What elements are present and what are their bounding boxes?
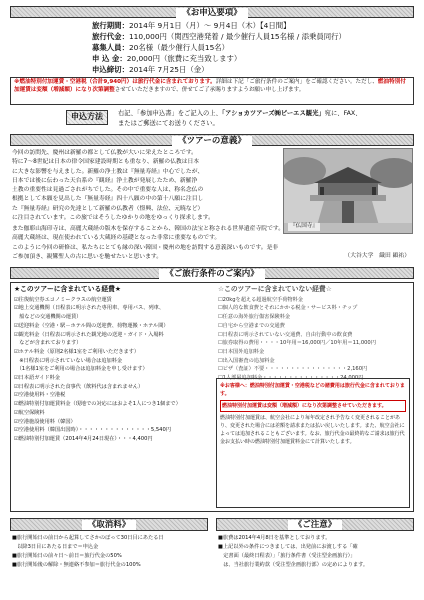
fuel-surcharge-detail: ※お客様へ：燃油特別付加運賃・空港税などの諸費用は旅行代金に含まれております。 燃油特別付加運賃は変額（増減額）になり次第調整させていただきます。 燃油特別付加運賃は、航空会社により毎年改定され予告なく変更されることがあり、変更された場合には差額を請求または払い戻しいたします。また、航空会社によっては追加されることもございます。なお、旅行代金の最終的なご請求は旅行代金お支払い時の燃油特別付加運賃料金にて計算いたします。 [216,378,410,508]
conditions-title: 《ご旅行条件のご案内》 [159,269,265,279]
photo-caption: 『仏国寺』 [290,223,318,230]
application-title-bar [10,6,414,18]
included-costs-heading: ★このツアーに含まれている経費★ [14,285,122,293]
bulguksa-temple-photo [283,148,413,234]
cancellation-title-bar [10,518,208,531]
significance-author: （大谷大学 織田 顕祐） [344,253,410,259]
temple-image [284,149,412,233]
included-costs: ★このツアーに含まれている経費★ ☑往復航空券エコノミークラスの航空運賃 ☑地上交通機関（日程表に明示された専用車、専用バス、列車、 船などの交通機関の運賃） ☑送迎料金（空港・駅－ホテル間の送迎費、荷物運搬・ホテル間） ☑観光料金（日程表に明示された観光地の送迎・ガイド・入場料 などが含まれております） ☑ホテル料金（原則2名様1室をご利用いただきます） ※日程表に明示されていない場合は追加料金 （1名様1室をご利用の場合は追加料金を申し受けます） ☑日本語ガイド料金 ☑日程表に明示された食事代（飲料代は含まれません） ☑空港使用料・空港税 ☑燃油特別付加運賃料金（現地での対応にはおよそ1人につき1個まで） ☑航空保険料 ☑空港施設使用料（韓国） ☑空港使用料（韓国出国時）・・・・・・・・・・・・・・5,540円 ☑燃油特別付加運賃（2014年4月24日現在）・・・4,400円 [14,285,212,444]
cancellation-title: 《取消料》 [82,520,137,530]
capacity-row: 募集人員：20名様（最少催行人員15名） [92,43,230,52]
significance-body-bottom: また伽耶山海印寺は、高麗大蔵経の版木を保存することから、韓国の法宝と称される世界遺産寺院です。 高麗大蔵経は、現在使われている大蔵経の基礎となった非常に重要なものです。 このように今回の研修は、私たちにとても縁の深い韓国・慶州の地を訪問する意義深いものです。是非 ご参加頂き、親鸞聖人の古に思いを馳せたいと思います。 [12,226,284,260]
application-method-text: 右記、「参加申込書」をご記入の上、「アショカツアーズ㈱ピーエス観光」宛に、FAX、 [118,110,362,117]
significance-title-bar [10,134,414,146]
deadline-row: 申込締切：2014年 7月25日（金） [92,65,209,74]
application-method-text-2: またはご郵送にてお送りください。 [118,120,219,127]
application-method-tag: 申込方法 [66,110,108,125]
excluded-costs-heading: ☆このツアーに含まれていない経費☆ [218,285,332,293]
fuel-surcharge-note: ※燃油特別付加運賃・空港税（合計9,940円）は旅行代金に含まれております。詳細は下記「ご旅行条件のご案内」をご確認ください。ただし、燃油特別付加運賃は変額（増減額）になり次第調整させていただきますので、併せてご了承賜りますようお願い申し上げます。 [10,77,414,105]
notice-title-bar [216,518,414,531]
period-row: 旅行期間：2014年 9月1日（月）～ 9月4日（木）【4日間】 [92,21,291,30]
application-title: 《お申込要項》 [176,8,248,18]
significance-body-top: 今回の訪問先、慶州は新羅の都として仏教が大いに栄えたところです。 特に7～8世紀は日本の律令国家建設時期とも重なり、新羅の仏教は日本 に大きな影響を与えました。新羅の浄土教は『無量寿経』中心でしたが、 日本では後に伝わった天台系の『観経』浄土教が発展したため、新羅浄 土教の重要性は見過ごされがちでした。その中で重要な人は、称名念仏の 根拠として本願を見出した『無量寿経』四十八願の中の第十八願に注目し た『無量寿経』研究の先達として新羅の仏教者（憬興、法位、元暁など） に注目されています。この旅ではそうしたゆかりの地をゆっくり探求します。 [12,150,214,222]
excluded-costs: ☆このツアーに含まれていない経費☆ ☐20kgを超える超過航空手荷物料金 ☐個人的な飲食費とそれにかかる税金・サービス料・チップ ☐任意の海外旅行傷害保険料金 ☐自宅から空港までの交通費 ☐日程表に明示されていない交通費、自由行動中の飲食費 ☐旅券取得の費用・・・・10年用＝16,000円／10年用＝11,000円 ☐日本国外追加料金 ☐出入国審査の追加料金 ☐ビザ（査証）不要・・・・・・・・・・・・・・・・2,160円 ☐1人部屋追加料金・・・・・・・・・・・・・・・24,000円 [218,285,410,383]
deposit-row: 申 込 金：20,000円（旅費に充当致します） [92,54,242,63]
conditions-title-bar [10,267,414,279]
notice-title: 《ご注意》 [288,520,343,530]
price-row: 旅行代金：110,000円（関西空港発着 / 最少催行人員15名様 / 添乗員同行） [92,32,346,41]
cancellation-list: ■旅行開始日の前日から起算してさかのぼって30日目にあたる日 以降3日目にあたる日まで＝申込金 ■旅行開始日の前々日～前日＝旅行代金の50% ■旅行開始後の解除・無連絡不参加＝旅行代金の100% [12,535,164,568]
significance-title: 《ツアーの意義》 [172,136,252,146]
notice-list: ■旅費は2014年4月8日を基準としております。 ■上記以外の条件につきましては、出発前にお渡しする「確 定書面（最終日程表）」「旅行条件書（受注型企画旅行）」 は、当社旅行業約款（受注型企画旅行部）の定めによります。 [218,535,369,568]
